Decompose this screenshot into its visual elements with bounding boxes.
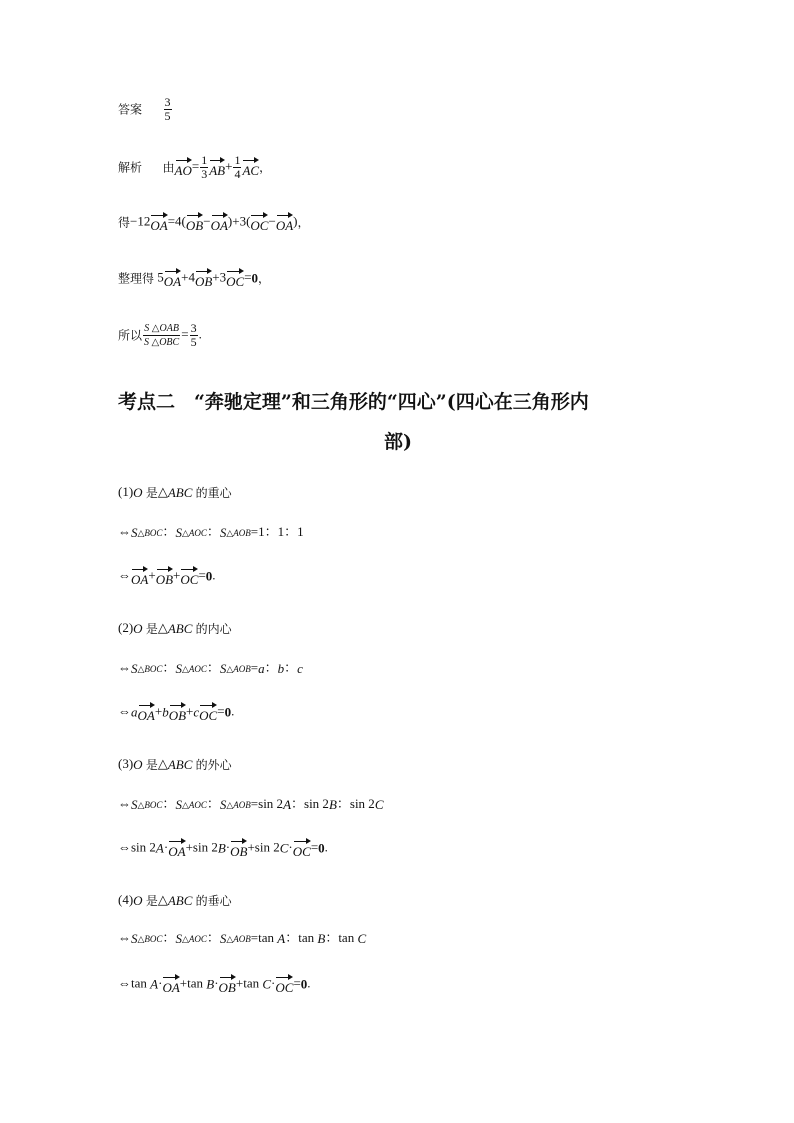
vector-AB: AB: [209, 157, 225, 178]
case-1-title: (1)O 是△ABC 的重心: [118, 484, 232, 501]
analysis-line-1: 解析 由AO= $\frac{1}{3}$ AB+ $\frac{1}{4}$ AC，: [118, 153, 272, 181]
case-1-vector: ⇔OA+OB+OC=0.: [118, 567, 216, 587]
vector-AO: AO: [175, 157, 192, 178]
case-4-vector: ⇔tan A·OA+tan B·OB+tan C·OC=0.: [118, 975, 311, 995]
vector-AC: AC: [242, 157, 259, 178]
case-2-title: (2)O 是△ABC 的内心: [118, 620, 232, 637]
analysis-line-4: 所以 $\frac{\text{S △OAB}}{\text{S △OBC}}$ = $\frac{3}{5}$ .: [118, 321, 202, 349]
section-heading: 考点二 “奔驰定理”和三角形的“四心”(四心在三角形内 部): [118, 391, 589, 453]
case-4-title: (4)O 是△ABC 的垂心: [118, 892, 232, 909]
answer-fraction: $\frac{3}{5}$: [164, 95, 171, 123]
ratio-result: $\frac{3}{5}$: [190, 321, 197, 349]
area-ratio: $\frac{\text{S △OAB}}{\text{S △OBC}}$: [144, 323, 180, 348]
answer-line: [118, 96, 173, 123]
case-2-vector: ⇔aOA+bOB+cOC=0.: [118, 703, 235, 723]
case-1-area: ⇔S△BOC：S△AOC：S△AOB=1：1：1: [118, 524, 304, 541]
answer-label: 答案: [118, 102, 143, 117]
case-3-area: ⇔S△BOC：S△AOC：S△AOB=sin 2A：sin 2B：sin 2C: [118, 796, 384, 813]
analysis-label: 解析: [118, 160, 143, 175]
case-4-area: ⇔S△BOC：S△AOC：S△AOB=tan A：tan B：tan C: [118, 930, 367, 947]
case-2-area: ⇔S△BOC：S△AOC：S△AOB=a：b：c: [118, 660, 303, 677]
analysis-line-3: 整理得 5OA+4OB+3OC=0，: [118, 269, 271, 289]
analysis-line-2: 得−12OA=4(OB−OA)+3(OC−OA)，: [118, 213, 310, 233]
case-3-title: (3)O 是△ABC 的外心: [118, 756, 232, 773]
case-3-vector: ⇔sin 2A·OA+sin 2B·OB+sin 2C·OC=0.: [118, 839, 328, 859]
